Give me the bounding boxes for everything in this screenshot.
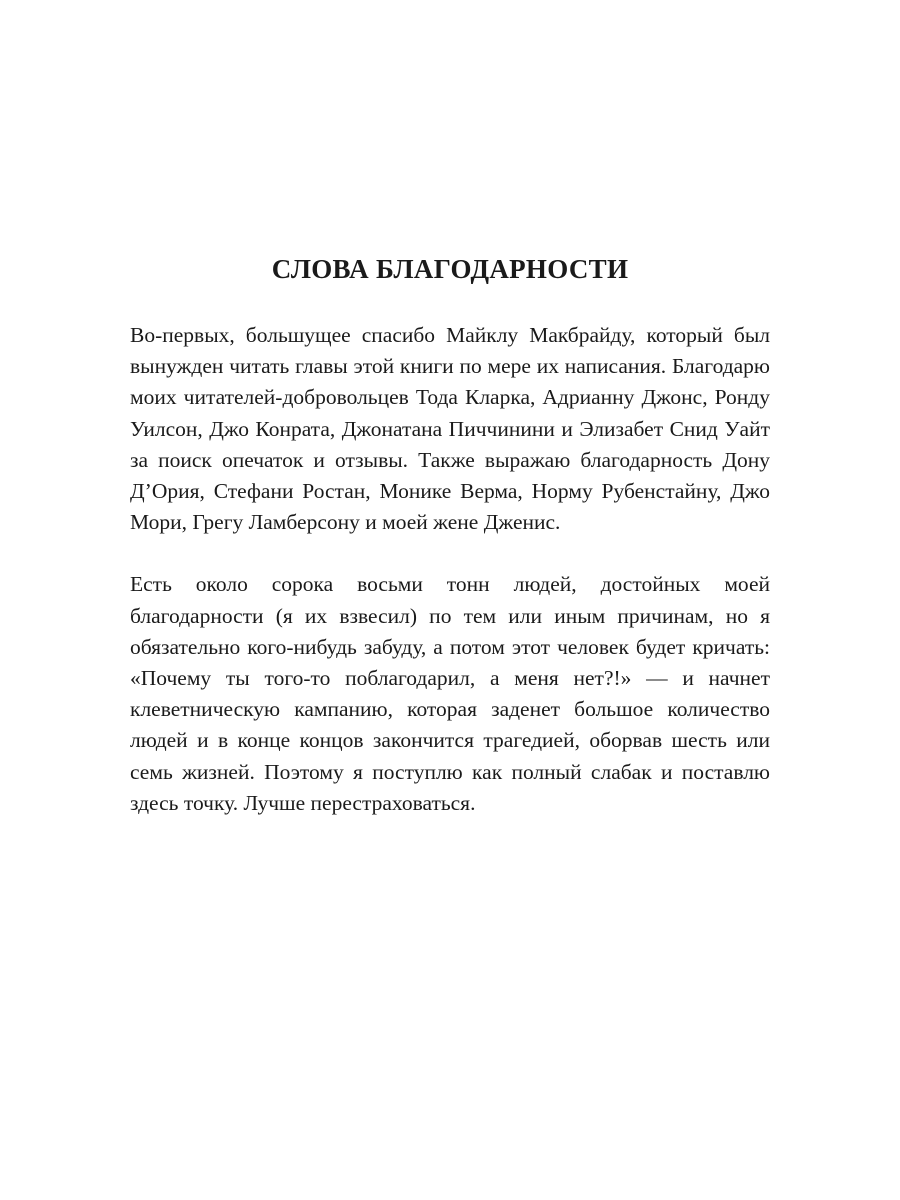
page-title: СЛОВА БЛАГОДАРНОСТИ	[271, 254, 629, 284]
paragraph-1: Во-первых, большущее спасибо Майклу Макбрайду, который был вынужден читать главы этой книги по мере их написания. Благодарю моих читателей-добровольцев Тода Кларка, Адрианну Джонс, Ронду Уилсон, Джо Конрата, Джонатана Пиччинини и Элизабет Снид Уайт за поиск опечаток и отзывы. Также выражаю благодарность Дону Д’Ория, Стефани Ростан, Монике Верма, Норму Рубенстайну, Джо Мори, Грегу Ламберсону и моей жене Дженис.	[130, 323, 770, 535]
paragraph-2: Есть около сорока восьми тонн людей, достойных моей благодарности (я их взвесил) по тем или иным причинам, но я обязательно кого-нибудь забуду, а потом этот человек будет кричать: «Почему ты того-то поблагодарил, а меня нет?!» — и начнет клеветническую кампанию, которая заденет большое количество людей и в конце концов закончится трагедией, оборвав шесть или семь жизней. Поэтому я поступлю как полный слабак и поставлю здесь точку. Лучше перестраховаться.	[130, 572, 770, 815]
page-content	[130, 252, 770, 819]
